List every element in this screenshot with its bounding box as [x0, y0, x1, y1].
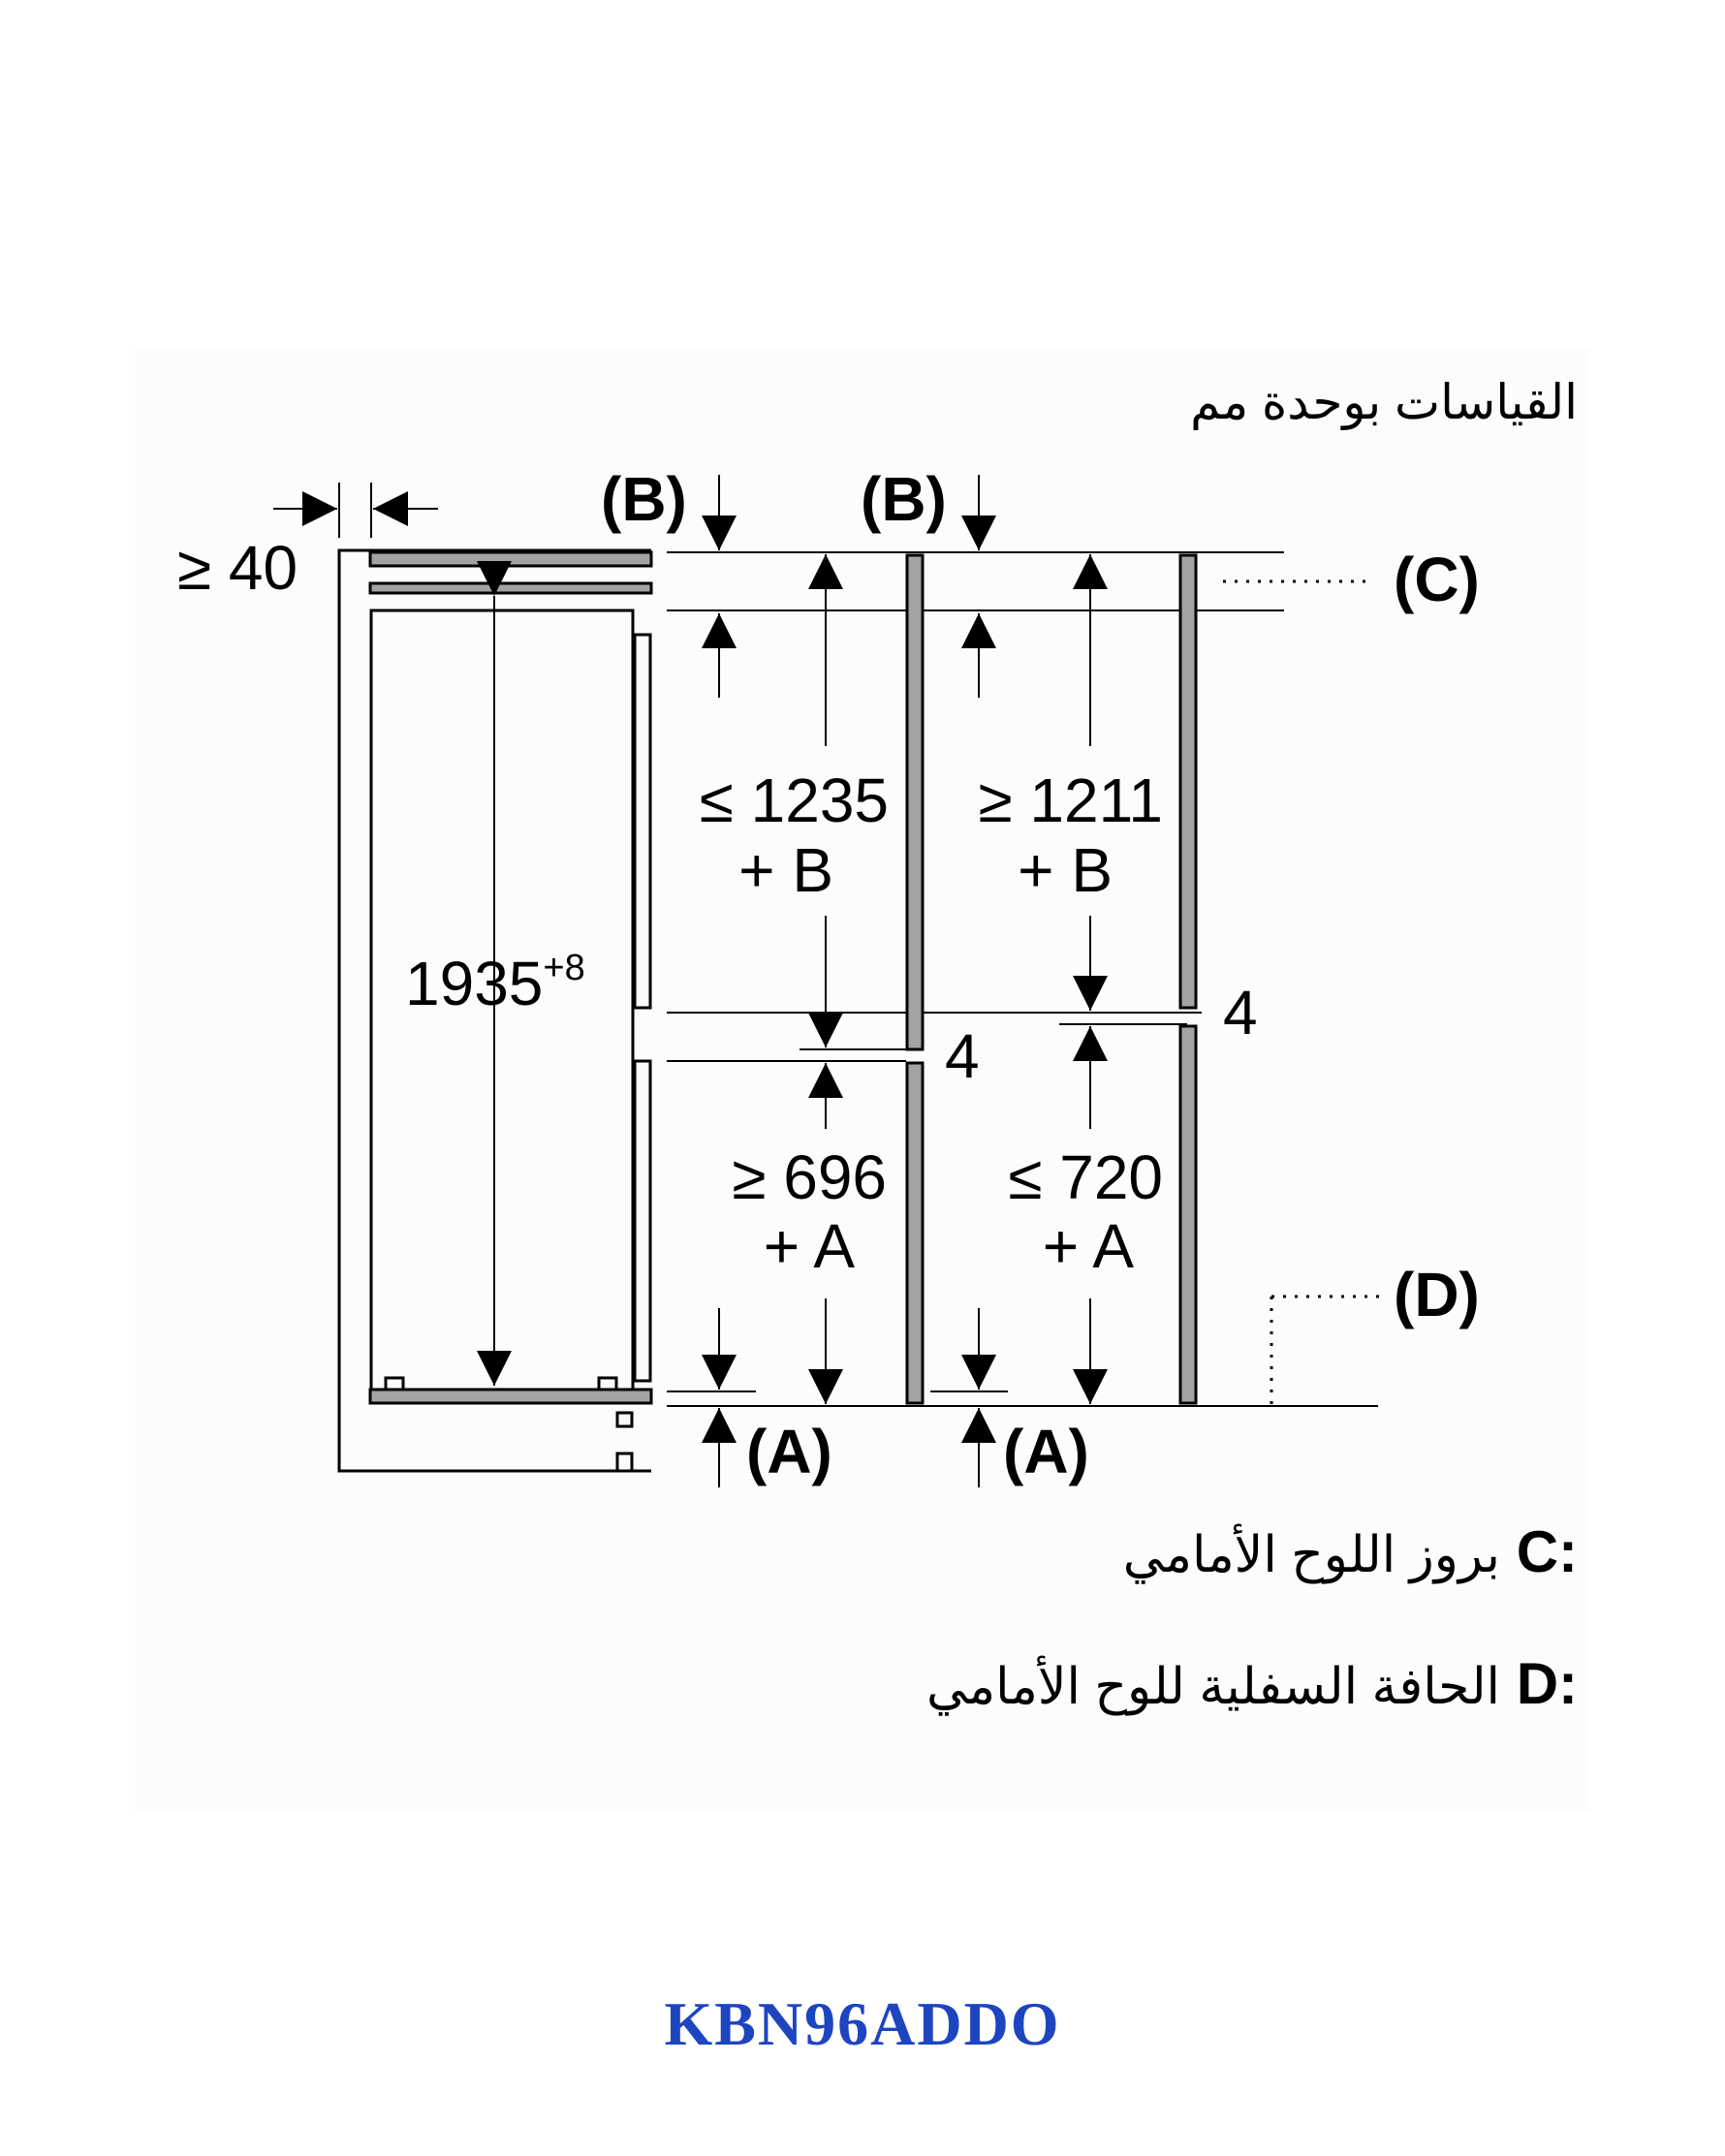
- lower-door-right: [1180, 1026, 1196, 1403]
- gap-width-label: ≥ 40: [177, 533, 298, 603]
- legend-c-text: بروز اللوح الأمامي: [1122, 1527, 1500, 1583]
- bottom-shelf: [370, 1390, 651, 1403]
- lower-left-label-1: ≥ 696: [732, 1142, 887, 1212]
- c-label: (C): [1394, 545, 1480, 614]
- gap-left-label: 4: [945, 1021, 980, 1091]
- upper-door-right: [1180, 555, 1196, 1008]
- upper-left-label-2: + B: [738, 835, 833, 905]
- upper-door-left: [907, 555, 923, 1049]
- upper-left-label-1: ≤ 1235: [699, 766, 889, 835]
- upper-right-dimension: [978, 554, 1163, 1011]
- lower-left-label-2: + A: [763, 1211, 855, 1281]
- top-shelf: [370, 552, 651, 566]
- a-label-left: (A): [746, 1417, 832, 1486]
- d-marker: [1271, 1260, 1480, 1405]
- gap-right-label: 4: [1223, 978, 1258, 1047]
- lower-right-label-1: ≤ 720: [1008, 1142, 1163, 1212]
- c-marker: [1223, 545, 1480, 614]
- lower-right-label-2: + A: [1042, 1211, 1134, 1281]
- model-number: KBN96ADDO: [664, 1989, 1061, 2058]
- niche-height-label: $1935^{+8}$: [405, 948, 585, 1018]
- upper-right-label-2: + B: [1018, 835, 1113, 905]
- b-label-right: (B): [861, 464, 947, 534]
- legend: [926, 1519, 1578, 1716]
- legend-d-text: الحافة السفلية للوح الأمامي: [925, 1659, 1500, 1715]
- units-title: القياسات بوحدة مم: [1190, 375, 1578, 429]
- a-label-right: (A): [1003, 1417, 1089, 1486]
- legend-c-key: C:: [1516, 1519, 1578, 1584]
- upper-left-dimension: [700, 554, 889, 1047]
- upper-right-label-1: ≥ 1211: [978, 766, 1163, 835]
- lower-right-dimension: [1008, 1026, 1163, 1404]
- lower-door-left: [907, 1063, 923, 1403]
- upper-rail: [370, 583, 651, 593]
- lower-left-dimension: [732, 1063, 887, 1404]
- d-label: (D): [1394, 1260, 1480, 1329]
- upper-hinge: [635, 635, 650, 1008]
- lower-hinge: [635, 1061, 650, 1381]
- legend-d-key: D:: [1516, 1651, 1578, 1716]
- b-label-left: (B): [601, 464, 687, 534]
